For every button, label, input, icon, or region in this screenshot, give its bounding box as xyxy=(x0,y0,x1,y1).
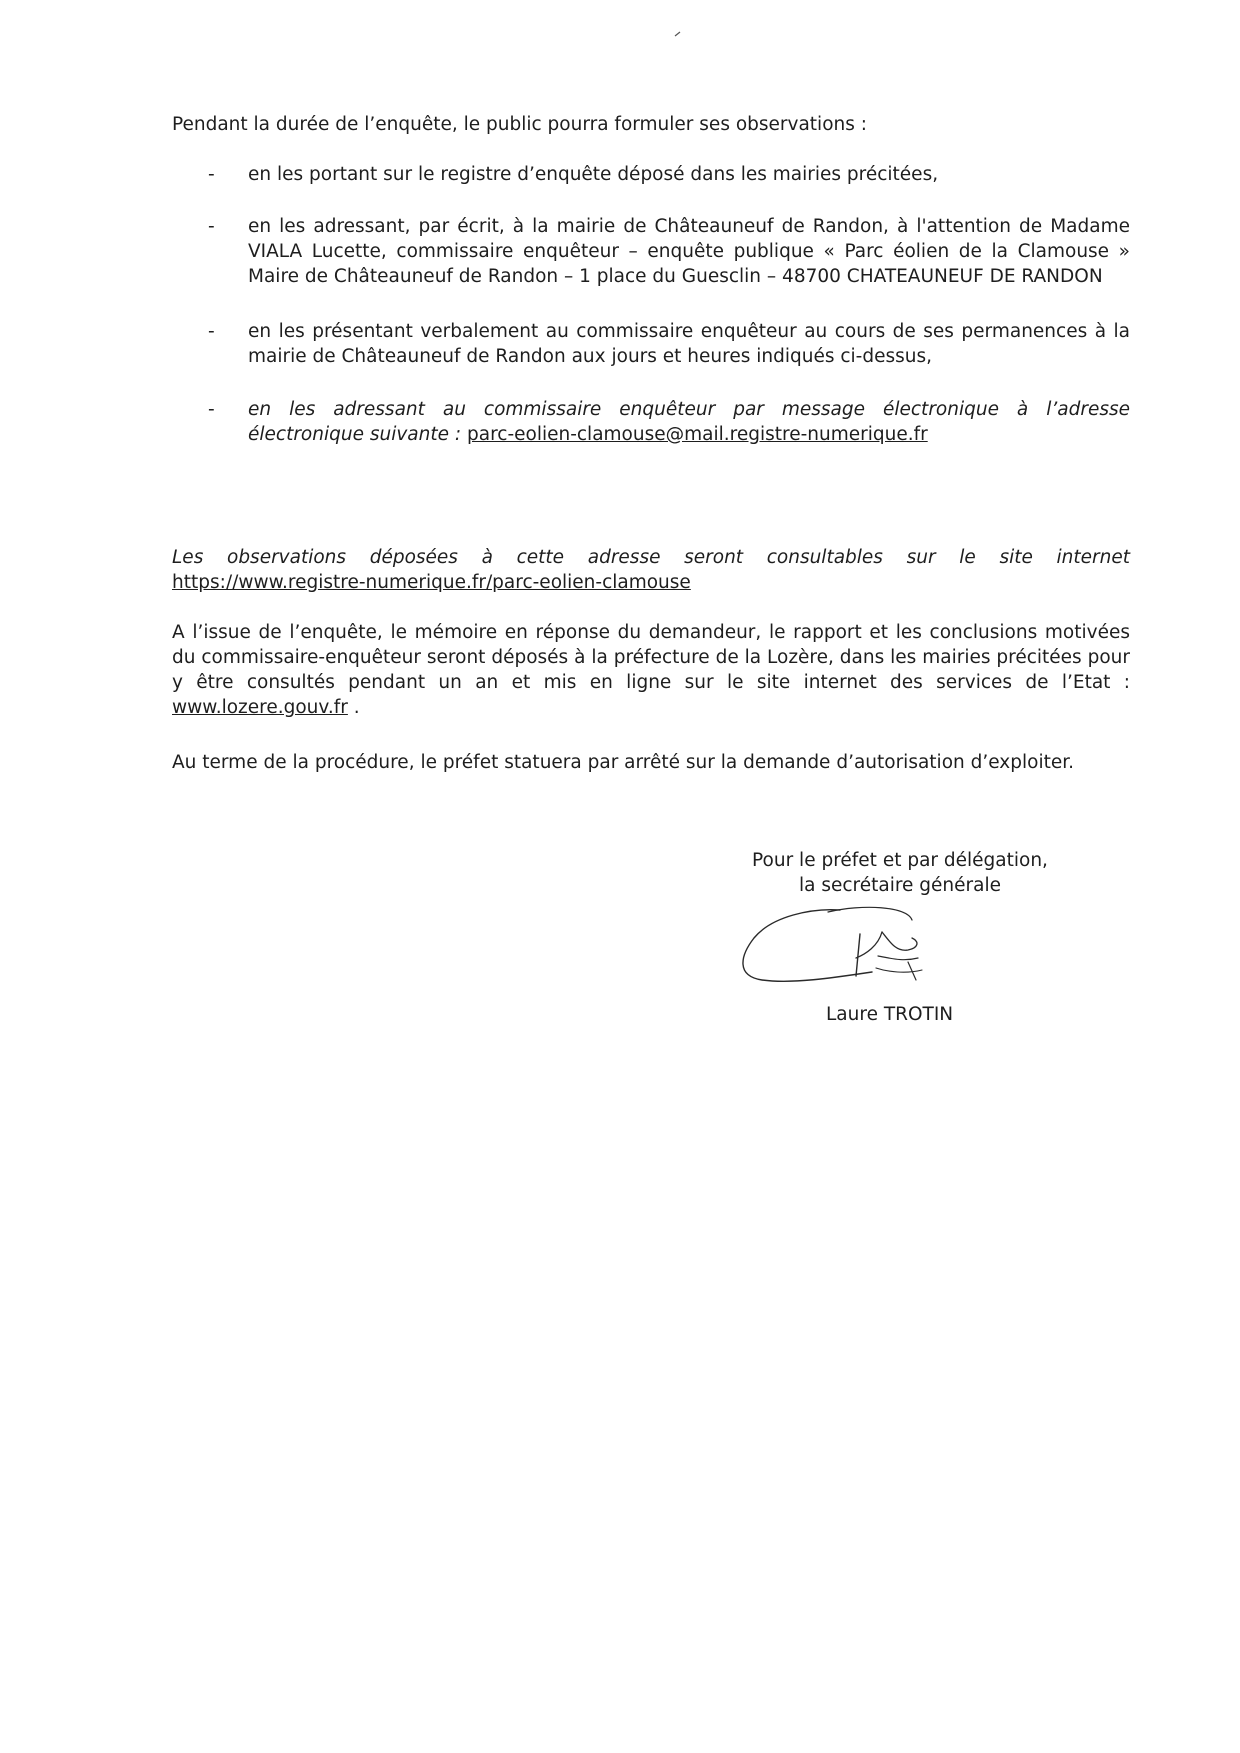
signature-line-2: la secrétaire générale xyxy=(798,875,1002,896)
list-dash: - xyxy=(208,399,215,420)
observation-methods-list xyxy=(172,162,1130,447)
signer-name: Laure TROTIN xyxy=(826,1004,954,1025)
intro-paragraph: Pendant la durée de l’enquête, le public pourra formuler ses observations : xyxy=(172,114,867,135)
signature-block xyxy=(730,848,1070,898)
list-dash: - xyxy=(208,164,215,185)
lozere-url-link[interactable]: www.lozere.gouv.fr xyxy=(172,697,348,718)
list-item xyxy=(172,397,1130,447)
scan-artifact-icon xyxy=(674,30,682,38)
email-link[interactable]: parc-eolien-clamouse@mail.registre-numerique.fr xyxy=(467,424,928,445)
handwritten-signature-icon xyxy=(732,898,972,998)
observations-text: Les observations déposées à cette adresse seront consultables sur le site internet xyxy=(172,547,1130,568)
list-item xyxy=(172,319,1130,369)
list-dash: - xyxy=(208,321,215,342)
list-item-text: en les adressant au commissaire enquêteur par message électronique à l’adresse électronique suivante : xyxy=(248,399,1130,445)
list-item-text: en les adressant, par écrit, à la mairie de Châteauneuf de Randon, à l'attention de Madame VIALA Lucette, commissaire enquêteur – enquête publique « Parc éolien de la Clamouse » Maire de Châteauneuf de Randon – 1 place du Guesclin – 48700 CHATEAUNEUF DE RANDON xyxy=(248,216,1130,287)
list-item-text: en les présentant verbalement au commissaire enquêteur au cours de ses permanences à la mairie de Châteauneuf de Randon aux jours et heures indiqués ci-dessus, xyxy=(248,321,1130,367)
registre-url-link[interactable]: https://www.registre-numerique.fr/parc-eolien-clamouse xyxy=(172,572,691,593)
terme-paragraph: Au terme de la procédure, le préfet statuera par arrêté sur la demande d’autorisation d’exploiter. xyxy=(172,752,1075,773)
observations-paragraph xyxy=(172,545,1130,595)
issue-text: A l’issue de l’enquête, le mémoire en réponse du demandeur, le rapport et les conclusions motivées du commissaire-enquêteur seront déposés à la préfecture de la Lozère, dans les mairies précitées pour y être consultés pendant un an et mis en ligne sur le site internet des services de l’Etat : xyxy=(172,622,1130,693)
list-dash: - xyxy=(208,216,215,237)
list-item xyxy=(172,162,1130,187)
signature-line-1: Pour le préfet et par délégation, xyxy=(752,850,1048,871)
issue-suffix: . xyxy=(347,697,360,718)
list-item-text: en les portant sur le registre d’enquête déposé dans les mairies précitées, xyxy=(248,164,939,185)
issue-paragraph xyxy=(172,620,1130,720)
list-item xyxy=(172,214,1130,289)
